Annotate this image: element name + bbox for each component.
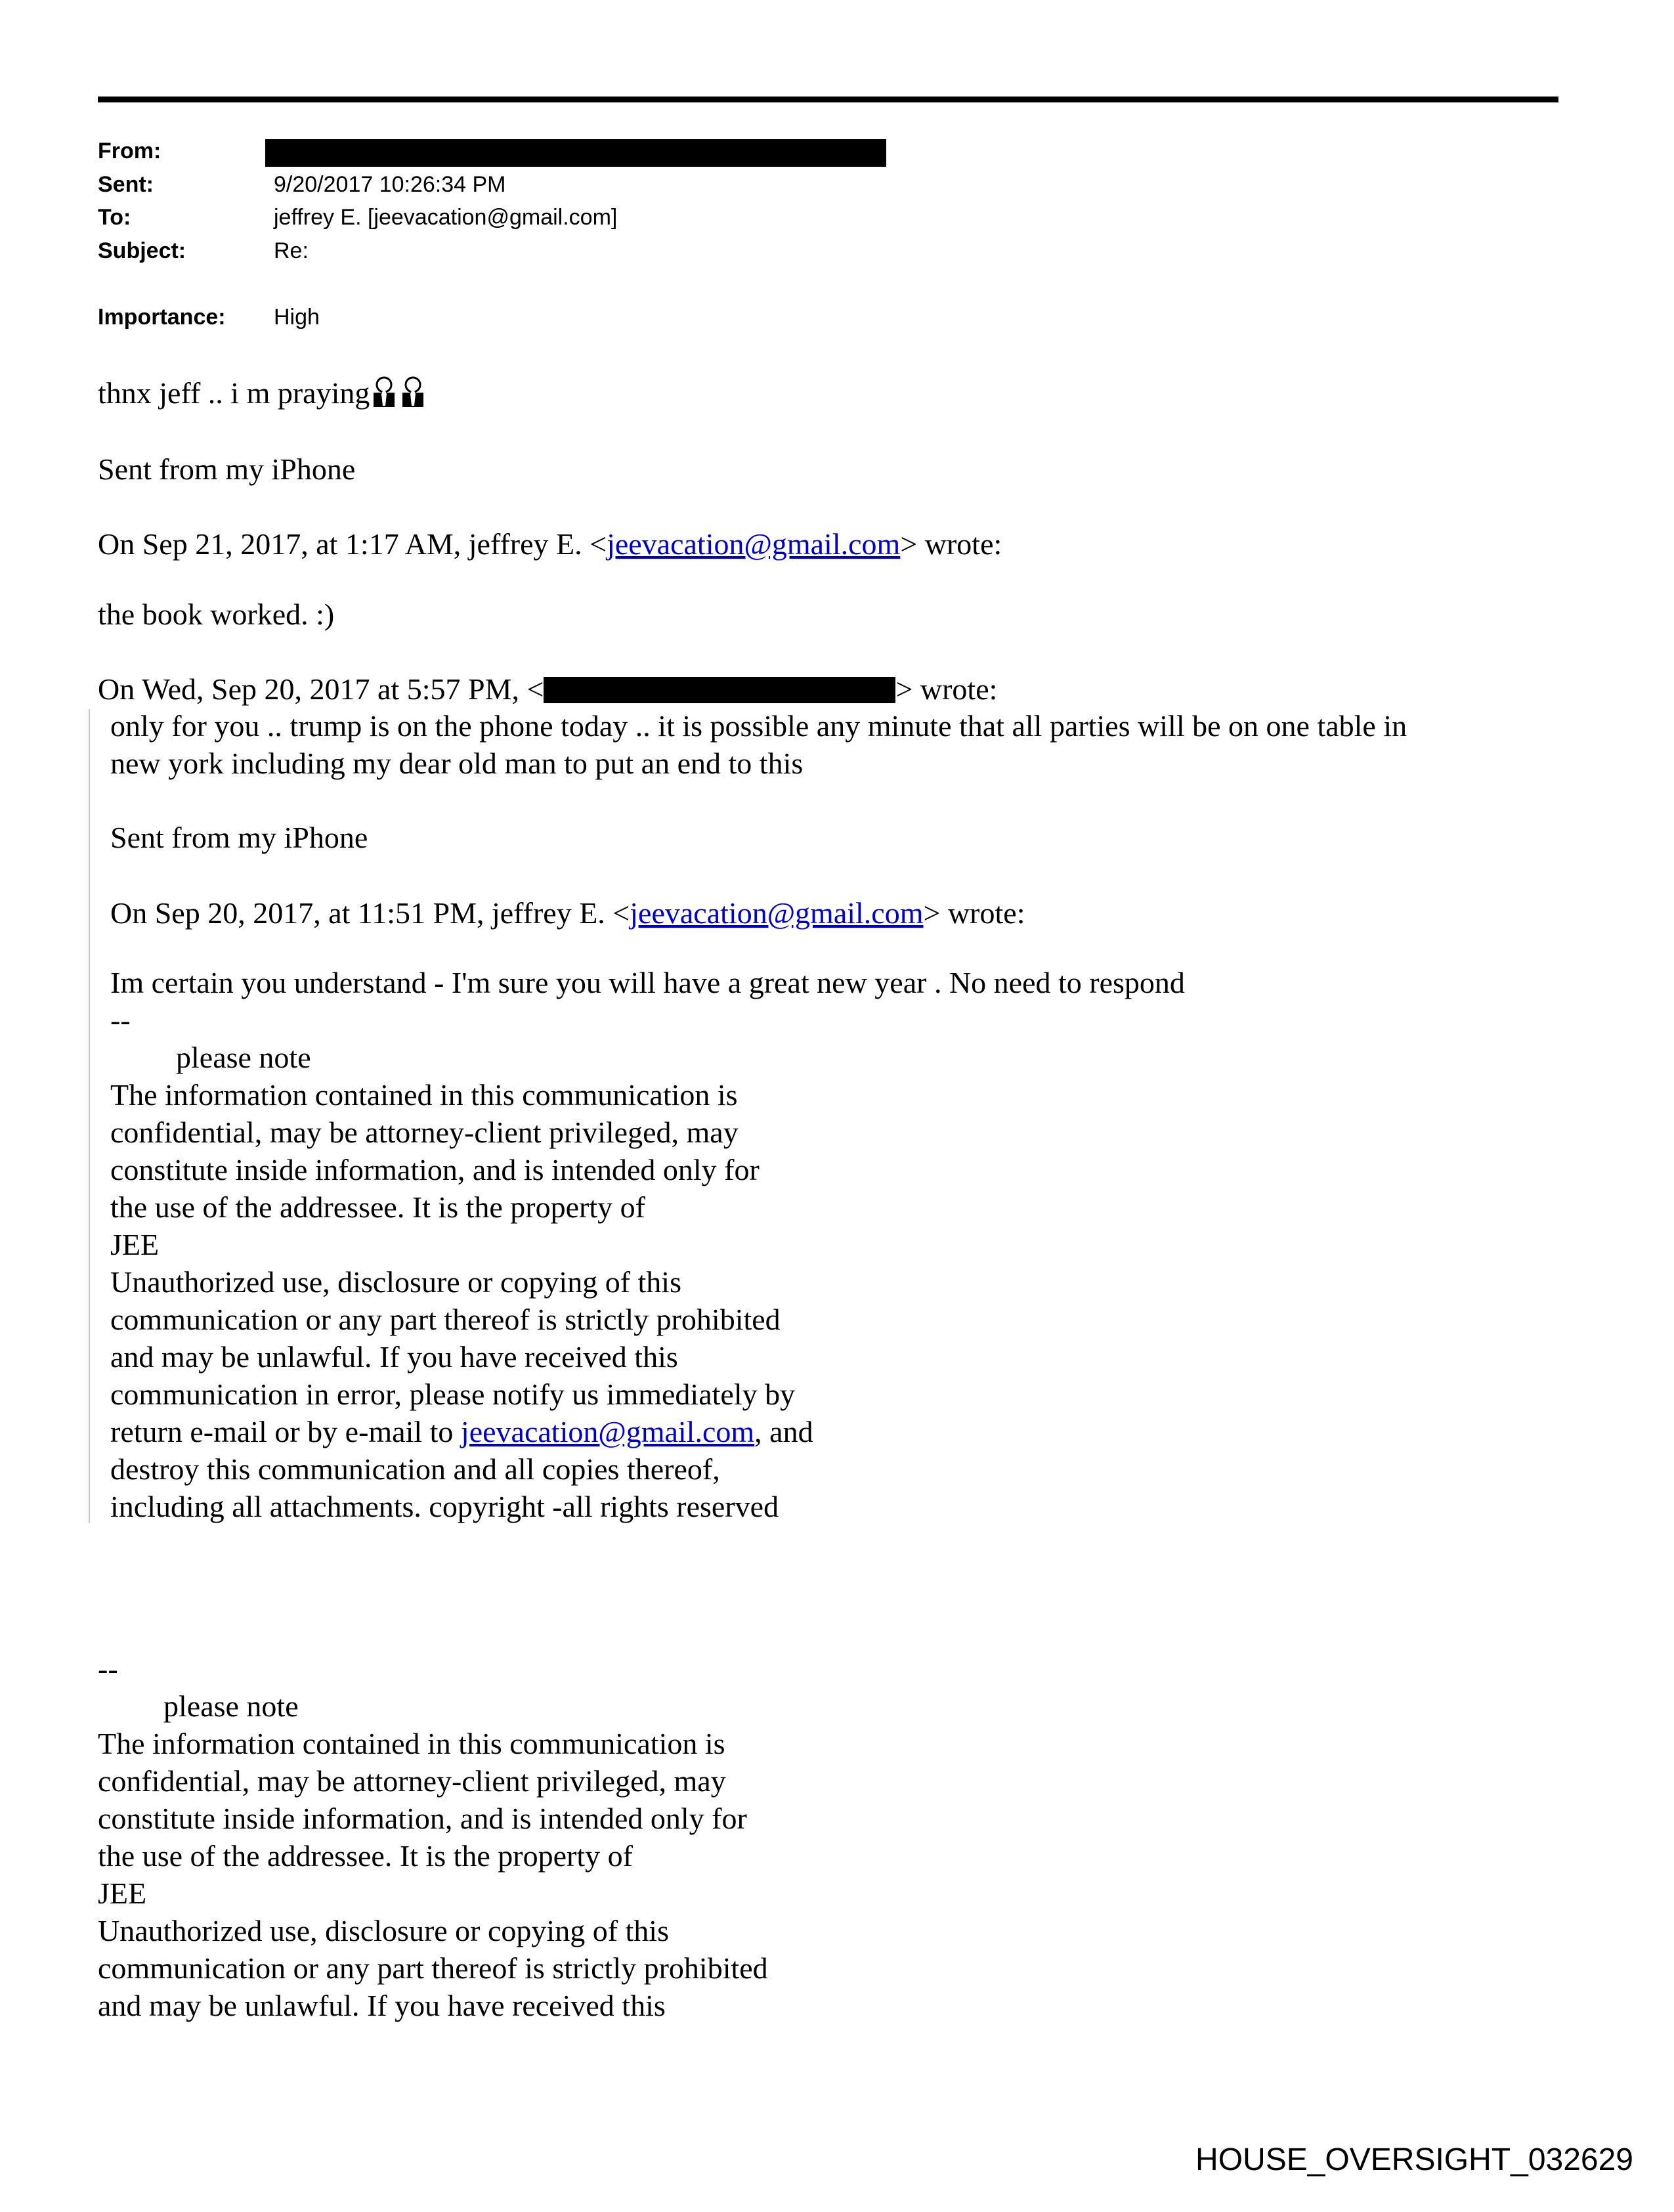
sig-dash: -- bbox=[110, 1003, 131, 1037]
from-label: From: bbox=[98, 139, 161, 163]
disclaimer-text: return e-mail or by e-mail to bbox=[110, 1415, 461, 1448]
to-label: To: bbox=[98, 205, 131, 230]
quote-bar bbox=[89, 709, 90, 1523]
please-note: please note bbox=[163, 1689, 299, 1723]
praying-hands-icon bbox=[370, 376, 398, 408]
disclaimer-line: and may be unlawful. If you have received this bbox=[110, 1340, 678, 1374]
book-line: the book worked. :) bbox=[98, 597, 335, 631]
disclaimer-line: communication or any part thereof is strictly prohibited bbox=[98, 1951, 768, 1985]
disclaimer-line: destroy this communication and all copies thereof, bbox=[110, 1452, 720, 1486]
bates-number: HOUSE_OVERSIGHT_032629 bbox=[1195, 2142, 1633, 2177]
disclaimer-line: JEE bbox=[110, 1228, 160, 1261]
subject-label: Subject: bbox=[98, 238, 186, 263]
quoted-line: only for you .. trump is on the phone today .. it is possible any minute that all parties will be on one table in bbox=[110, 709, 1407, 743]
please-note: please note bbox=[176, 1041, 311, 1074]
sent-from-iphone: Sent from my iPhone bbox=[110, 821, 368, 854]
reply-text: thnx jeff .. i m praying bbox=[98, 376, 370, 410]
sig-dash: -- bbox=[98, 1652, 118, 1685]
attribution-text: On Sep 21, 2017, at 1:17 AM, jeffrey E. < bbox=[98, 527, 607, 561]
disclaimer-line: communication or any part thereof is strictly prohibited bbox=[110, 1303, 781, 1336]
quoted-attribution bbox=[110, 894, 1025, 932]
importance-value: High bbox=[274, 305, 320, 330]
disclaimer-line: JEE bbox=[98, 1876, 147, 1910]
attribution-text: > wrote: bbox=[923, 896, 1025, 930]
disclaimer-line: and may be unlawful. If you have received this bbox=[98, 1989, 666, 2022]
disclaimer-line: The information contained in this communication is bbox=[110, 1078, 738, 1112]
sent-from-iphone: Sent from my iPhone bbox=[98, 452, 356, 486]
email-link[interactable]: jeevacation@gmail.com bbox=[460, 1415, 755, 1448]
to-row bbox=[98, 201, 617, 234]
disclaimer-line: constitute inside information, and is intended only for bbox=[110, 1153, 760, 1186]
disclaimer-line: confidential, may be attorney-client privileged, may bbox=[110, 1116, 739, 1149]
subject-value: Re: bbox=[274, 238, 309, 263]
quoted-line: new york including my dear old man to put an end to this bbox=[110, 747, 804, 780]
sent-label: Sent: bbox=[98, 172, 154, 197]
disclaimer-line: confidential, may be attorney-client privileged, may bbox=[98, 1764, 726, 1798]
subject-row bbox=[98, 234, 309, 267]
quoted-message: Im certain you understand - I'm sure you will have a great new year . No need to respond bbox=[110, 966, 1185, 999]
from-row bbox=[98, 135, 274, 167]
disclaimer-line bbox=[110, 1413, 813, 1450]
attribution-text: On Sep 20, 2017, at 11:51 PM, jeffrey E. < bbox=[110, 896, 630, 930]
disclaimer-line: the use of the addressee. It is the property of bbox=[110, 1190, 645, 1224]
header-rule bbox=[98, 97, 1558, 102]
reply2-attribution bbox=[98, 670, 997, 708]
email-link[interactable]: jeevacation@gmail.com bbox=[607, 527, 901, 561]
from-redaction bbox=[265, 139, 886, 167]
disclaimer-line: the use of the addressee. It is the property of bbox=[98, 1839, 633, 1873]
disclaimer-text: , and bbox=[754, 1415, 813, 1448]
email-link[interactable]: jeevacation@gmail.com bbox=[630, 896, 924, 930]
sent-value: 9/20/2017 10:26:34 PM bbox=[274, 172, 506, 197]
disclaimer-line: including all attachments. copyright -all rights reserved bbox=[110, 1490, 779, 1523]
attribution-text: On Wed, Sep 20, 2017 at 5:57 PM, < bbox=[98, 672, 544, 706]
disclaimer-line: constitute inside information, and is intended only for bbox=[98, 1802, 747, 1835]
disclaimer-line: Unauthorized use, disclosure or copying of this bbox=[110, 1265, 681, 1299]
praying-hands-icon bbox=[398, 376, 427, 408]
sender-redaction bbox=[544, 677, 895, 703]
importance-label: Importance: bbox=[98, 305, 226, 330]
sent-row bbox=[98, 168, 506, 201]
importance-row bbox=[98, 301, 320, 334]
reply-line bbox=[98, 374, 427, 412]
disclaimer-line: communication in error, please notify us immediately by bbox=[110, 1377, 796, 1411]
disclaimer-line: The information contained in this communication is bbox=[98, 1727, 725, 1760]
reply1-attribution bbox=[98, 525, 1002, 563]
attribution-text: > wrote: bbox=[900, 527, 1002, 561]
disclaimer-line: Unauthorized use, disclosure or copying of this bbox=[98, 1914, 669, 1947]
attribution-text: > wrote: bbox=[895, 672, 998, 706]
to-value: jeffrey E. [jeevacation@gmail.com] bbox=[274, 205, 618, 230]
